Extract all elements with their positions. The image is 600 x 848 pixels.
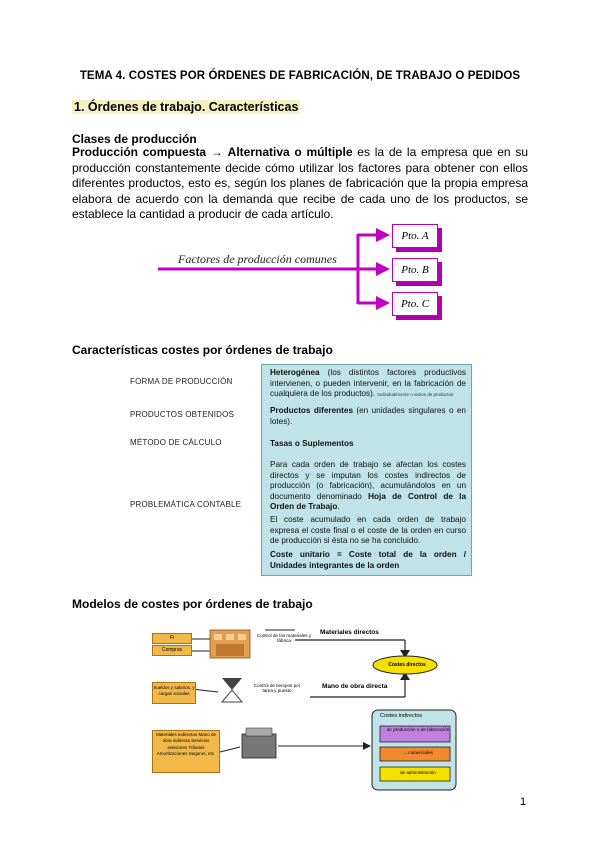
mano-obra-label: Mano de obra directa [322,683,388,690]
forma-body: (los distintos factores productivos intervienen, o pueden intervenir, en la fabricación de cualquiera de los productos). [270,368,466,399]
fi-box: Fi [152,633,192,644]
page-number: 1 [520,796,527,808]
factores-label: Factores de producción comunes [178,252,337,266]
alt-term: Alternativa o múltiple [227,145,353,159]
metodo-text [270,439,466,450]
product-b-box: Pto. B [392,258,438,282]
product-c-box: Pto. C [392,292,438,316]
control-tiempos-label: Control de tiempos por tarea y puesto [253,683,301,694]
indirect-costs-list: Materiales indirectos Mano de obra indirecta Servicios exteriores Tributos Amortizaciones Seguros, etc. [152,730,220,773]
productos-body: (en unidades singulares o en lotes). [270,406,466,426]
forma-text [270,368,466,401]
productos-bold: Productos diferentes [270,406,354,415]
modelos-heading: Modelos de costes por órdenes de trabajo [72,597,313,611]
control-materiales-label: Control de los materiales y fábrica [256,633,312,644]
ci-produccion: de producción o de fabricación [386,727,450,732]
product-a-box: Pto. A [392,224,438,248]
clases-heading: Clases de producción [72,132,197,146]
compras-box: Compras [152,645,192,656]
clases-text: es la de la empresa que en su producción constantemente decide cómo utilizar los factores para obtener con ellos diferentes productos, esto es, según los planes de fabricación que la propia empresa elabora de acuerdo con la demanda que recibe de cada uno de los productos, se establece la cantidad a producir de cada artículo. [72,145,529,222]
ci-administracion: de administración [399,770,436,775]
page-title: TEMA 4. COSTES POR ÓRDENES DE FABRICACIÓN, DE TRABAJO O PEDIDOS [79,70,521,82]
lead-term: Producción compuesta [72,145,207,159]
label-problematica: PROBLEMÁTICA CONTABLE [130,500,242,509]
section-heading: 1. Órdenes de trabajo. Características [74,100,299,114]
materiales-directos-label: Materiales directos [320,629,379,636]
costes-directos-label: Costes directos [388,662,426,668]
prob1-bold: Hoja de Control de la Orden de Trabajo [270,491,467,512]
label-metodo: MÉTODO DE CÁLCULO [130,438,222,447]
problematica-text-1: Para cada orden de trabajo se afectan los costes directos y se imputan los costes indirectos de producción (o fabricación), acumulándolos en un documento denominado Hoja de Control de la Orden de Trabajo. [270,460,467,512]
label-forma: FORMA DE PRODUCCIÓN [130,377,233,386]
ci-comerciales: ... comerciales [403,750,433,755]
forma-small-note: Individualmente o varios de productos [377,392,454,398]
arrow-glyph: → [210,145,223,159]
characteristics-panel [261,364,472,576]
metodo-bold: Tasas o Suplementos [270,439,354,448]
sueldos-box: Sueldos y salarios, y cargas sociales [152,682,196,704]
productos-text [270,406,466,427]
prob1-body: Para cada orden de trabajo se afectan los costes directos y se imputan los costes indirectos de producción (o fabricación), acumulándolos en un documento denominado [270,460,466,501]
clases-paragraph [72,145,528,223]
forma-bold: Heterogénea [270,368,320,377]
label-productos: PRODUCTOS OBTENIDOS [130,410,235,419]
problematica-text-2: El coste acumulado en cada orden de trabajo expresa el coste final o el coste de la orden en curso de producción si ésta no se ha concluido. [270,515,466,546]
costes-indirectos-label: Costes indirectos [380,713,423,719]
problematica-text-3: Coste unitario = Coste total de la orden / Unidades integrantes de la orden [270,550,466,570]
caract-heading: Características costes por órdenes de trabajo [72,343,333,357]
